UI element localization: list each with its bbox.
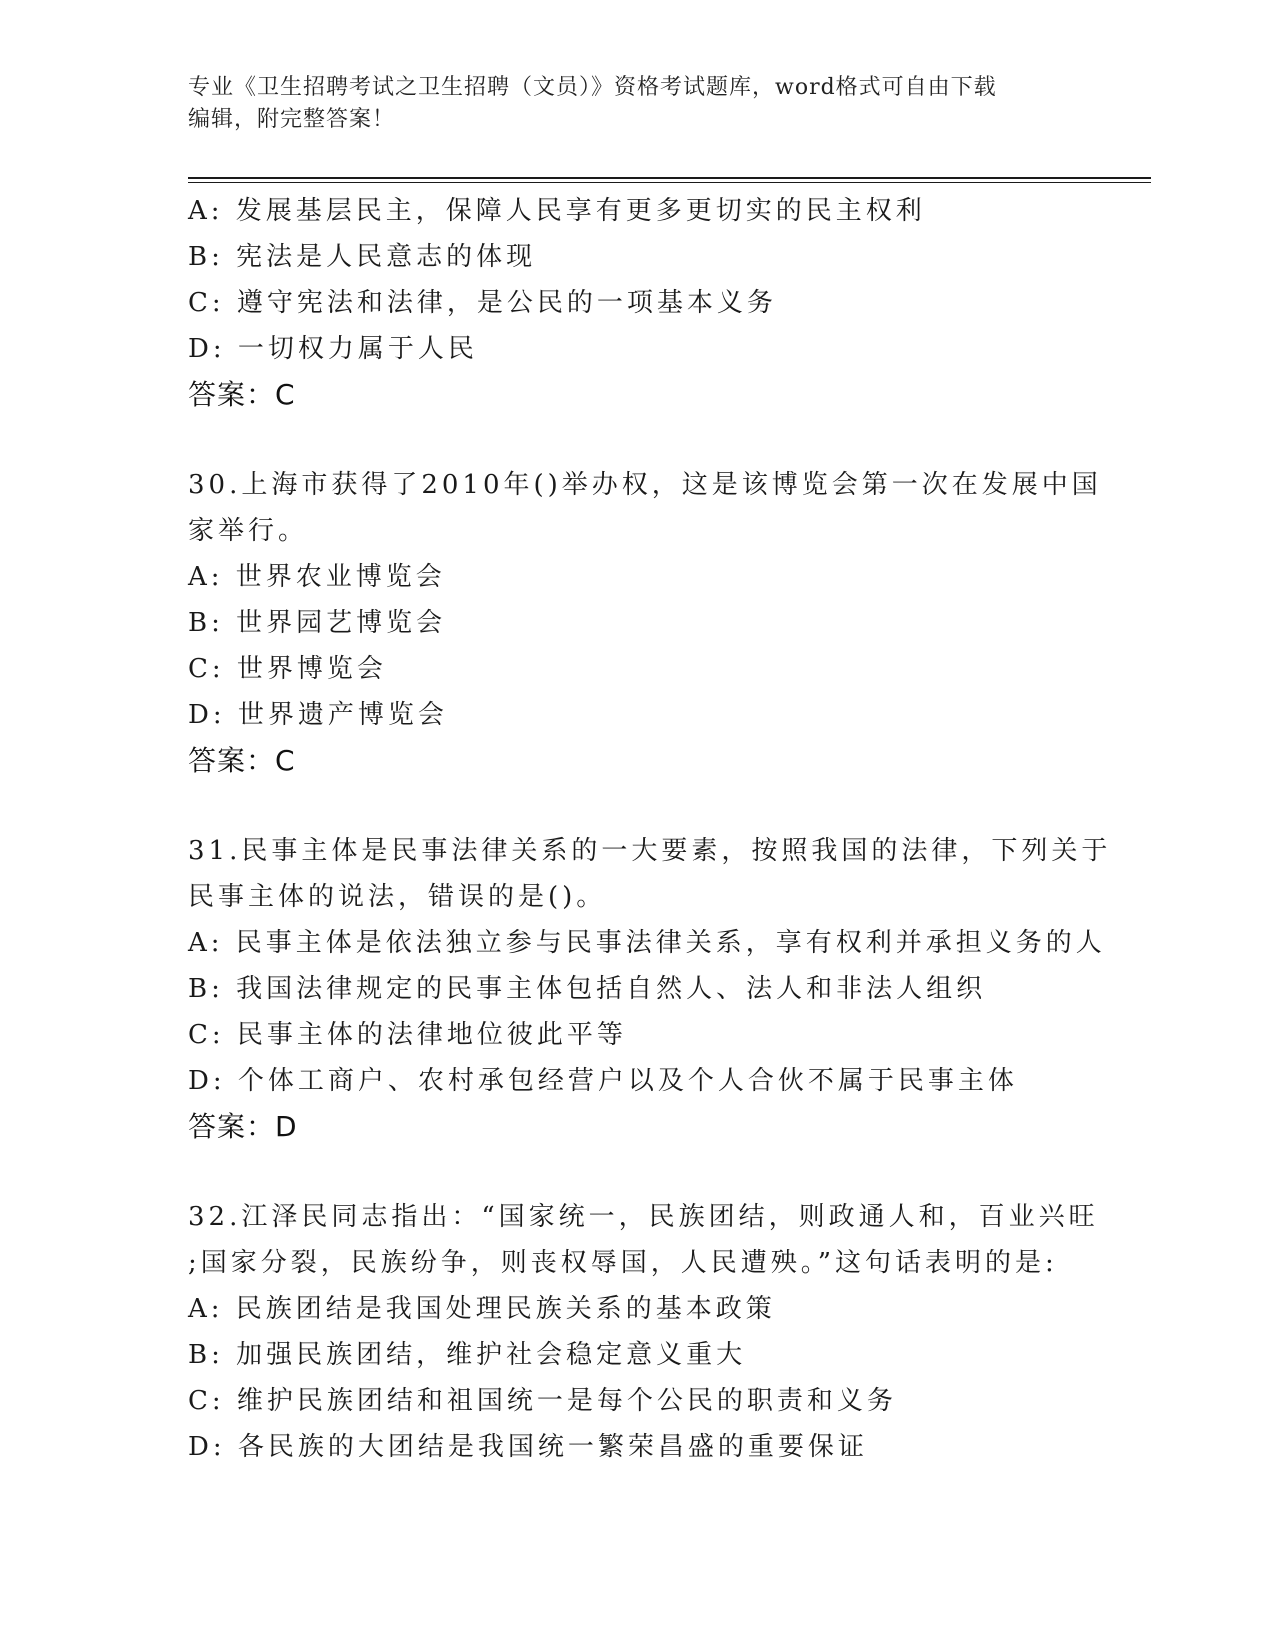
question-31-block: [188, 828, 1112, 1150]
header-divider-thin: [188, 182, 1151, 183]
option-a: A: 世界农业博览会: [188, 562, 446, 592]
question-spacer: [188, 418, 1088, 462]
option-c: C: 遵守宪法和法律，是公民的一项基本义务: [188, 288, 777, 318]
question-stem-line-2: 家举行。: [188, 516, 309, 546]
answer-line: 答案：C: [188, 378, 296, 411]
option-b: B: 加强民族团结，维护社会稳定意义重大: [188, 1340, 747, 1370]
option-a: A: 民族团结是我国处理民族关系的基本政策: [188, 1294, 776, 1324]
header-line-2: 编辑，附完整答案！: [188, 107, 396, 132]
option-b: B: 我国法律规定的民事主体包括自然人、法人和非法人组织: [188, 974, 987, 1004]
question-29-block: [188, 188, 1088, 418]
option-a: A: 发展基层民主，保障人民享有更多更切实的民主权利: [188, 196, 926, 226]
option-b: B: 世界园艺博览会: [188, 608, 447, 638]
question-stem-line-1: 32.江泽民同志指出：“国家统一，民族团结，则政通人和，百业兴旺: [188, 1202, 1099, 1232]
question-stem-line-2: ;国家分裂，民族纷争，则丧权辱国，人民遭殃。”这句话表明的是:: [188, 1248, 1058, 1278]
header-line-1: 专业《卫生招聘考试之卫生招聘（文员）》资格考试题库，word格式可自由下载: [188, 75, 997, 100]
header-divider-thick: [188, 177, 1151, 179]
option-c: C: 维护民族团结和祖国统一是每个公民的职责和义务: [188, 1386, 897, 1416]
question-stem-line-1: 31.民事主体是民事法律关系的一大要素，按照我国的法律，下列关于: [188, 836, 1112, 866]
option-a: A: 民事主体是依法独立参与民事法律关系，享有权利并承担义务的人: [188, 928, 1106, 958]
option-d: D: 个体工商户、农村承包经营户以及个人合伙不属于民事主体: [188, 1066, 1018, 1096]
answer-line: 答案：C: [188, 744, 296, 777]
question-stem-line-2: 民事主体的说法，错误的是()。: [188, 882, 607, 912]
option-d: D: 各民族的大团结是我国统一繁荣昌盛的重要保证: [188, 1432, 868, 1462]
question-list: [188, 188, 1112, 1470]
question-32-block: [188, 1194, 1099, 1470]
option-d: D: 一切权力属于人民: [188, 334, 478, 364]
option-c: C: 民事主体的法律地位彼此平等: [188, 1020, 627, 1050]
option-b: B: 宪法是人民意志的体现: [188, 242, 537, 272]
question-30-block: [188, 462, 1102, 784]
question-stem-line-1: 30.上海市获得了2010年()举办权，这是该博览会第一次在发展中国: [188, 470, 1102, 500]
answer-line: 答案：D: [188, 1110, 298, 1143]
option-d: D: 世界遗产博览会: [188, 700, 448, 730]
question-spacer: [188, 784, 1088, 828]
page-header: [188, 72, 1088, 136]
option-c: C: 世界博览会: [188, 654, 387, 684]
question-spacer: [188, 1150, 1088, 1194]
